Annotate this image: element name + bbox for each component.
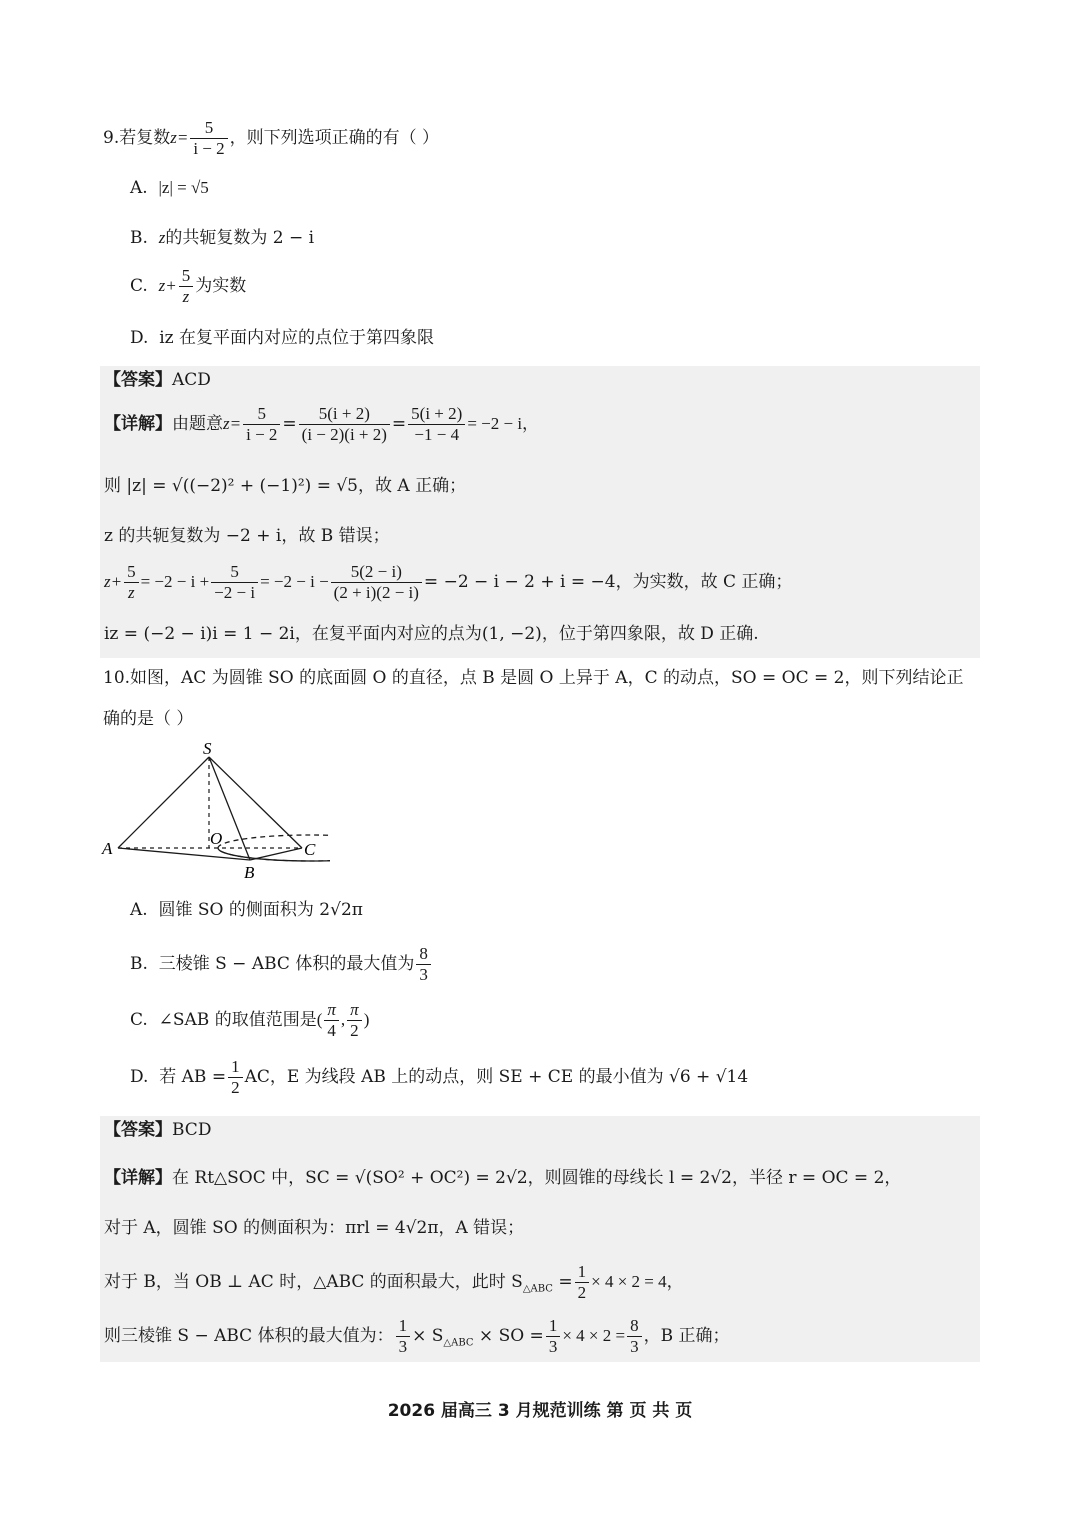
q9-detail-line4: z+ $\frac{5}{z}$ = −2 − i + $\frac{5}{-2 - i}$ = −2 − i − $\frac{5(2 - i)}{(2 + i)(2 - i)}$ = −2 − i − 2 + i = −4，为实数，故 C 正确； (104, 562, 793, 602)
q10-stem-line2: 确的是（ ） (103, 709, 194, 729)
q10-detail-line4: 则三棱锥 S − ABC 体积的最大值为： $\frac{1}{3}$ × $S_{\triangle ABC}$ × SO = $\frac{1}{3}$ × 4 × 2 = $\frac{8}{3}$ ，B 正确； (104, 1316, 730, 1356)
q9-fraction: $\frac{5}{i - 2}$ (190, 118, 227, 159)
page-footer: 2026 届高三 3 月规范训练 第 页 共 页 (387, 1401, 693, 1421)
q10-detail-line3: 对于 B，当 OB ⊥ AC 时，△ABC 的面积最大，此时 $S_{\triangle ABC}$ = $\frac{1}{2}$ × 4 × 2 = 4， (104, 1262, 684, 1302)
q10-option-b: B. 三棱锥 S − ABC 体积的最大值为 $\frac{8}{3}$ (130, 944, 433, 985)
line-sc (209, 757, 302, 848)
label-c: C (304, 840, 316, 859)
q9-option-c: C. z+ $\frac{5}{z}$ 为实数 (130, 266, 247, 306)
label-o: O (210, 829, 223, 848)
q9-detail-line3: z 的共轭复数为 −2 + i，故 B 错误； (104, 526, 390, 546)
label-a: A (102, 839, 113, 858)
q9-detail-line5: iz = (−2 − i)i = 1 − 2i，在复平面内对应的点为(1, −2)，位于第四象限，故 D 正确. (104, 624, 759, 644)
q10-stem-line1: 10.如图，AC 为圆锥 SO 的底面圆 O 的直径，点 B 是圆 O 上异于 A，C 的动点，SO = OC = 2，则下列结论正 (103, 668, 964, 688)
q10-option-d: D. 若 AB = $\frac{1}{2}$ AC，E 为线段 AB 上的动点，则 SE + CE 的最小值为 √6 + √14 (130, 1057, 749, 1097)
q9-option-b: B. z的共轭复数为 2 − i (130, 228, 315, 248)
q9-answer: 【答案】ACD (104, 370, 211, 390)
q10-answer: 【答案】BCD (104, 1120, 212, 1140)
line-bc (250, 848, 302, 860)
cone-figure (100, 738, 330, 886)
q9-option-a: A. |z| = √5 (130, 178, 209, 198)
q10-option-a: A. 圆锥 SO 的侧面积为 2√2π (130, 900, 363, 920)
q10-detail-line1: 【详解】在 Rt△SOC 中，SC = √(SO² + OC²) = 2√2，则圆锥的母线长 l = 2√2，半径 r = OC = 2， (104, 1168, 902, 1188)
q9-stem: 9.若复数z= $\frac{5}{i - 2}$ ，则下列选项正确的有（ ） (103, 118, 440, 158)
q10-detail-line2: 对于 A，圆锥 SO 的侧面积为：πrl = 4√2π，A 错误； (104, 1218, 525, 1238)
line-sa (118, 757, 209, 848)
q9-option-d: D. iz 在复平面内对应的点位于第四象限 (130, 328, 435, 348)
q9-number: 9. (103, 128, 120, 148)
q9-detail-line2: 则 |z| = √((−2)² + (−1)²) = √5，故 A 正确； (104, 476, 467, 496)
label-s: S (203, 739, 212, 758)
q10-option-c: C. ∠SAB 的取值范围是( $\frac{\pi}{4}$ , $\frac{\pi}{2}$ ) (130, 1000, 370, 1040)
q9-detail-line1: 【详解】由题意z= $\frac{5}{i - 2}$ = $\frac{5(i + 2)}{(i - 2)(i + 2)}$ = $\frac{5(i + 2)}{-1 - 4}$ = −2 − i， (104, 404, 540, 444)
label-b: B (244, 863, 255, 882)
